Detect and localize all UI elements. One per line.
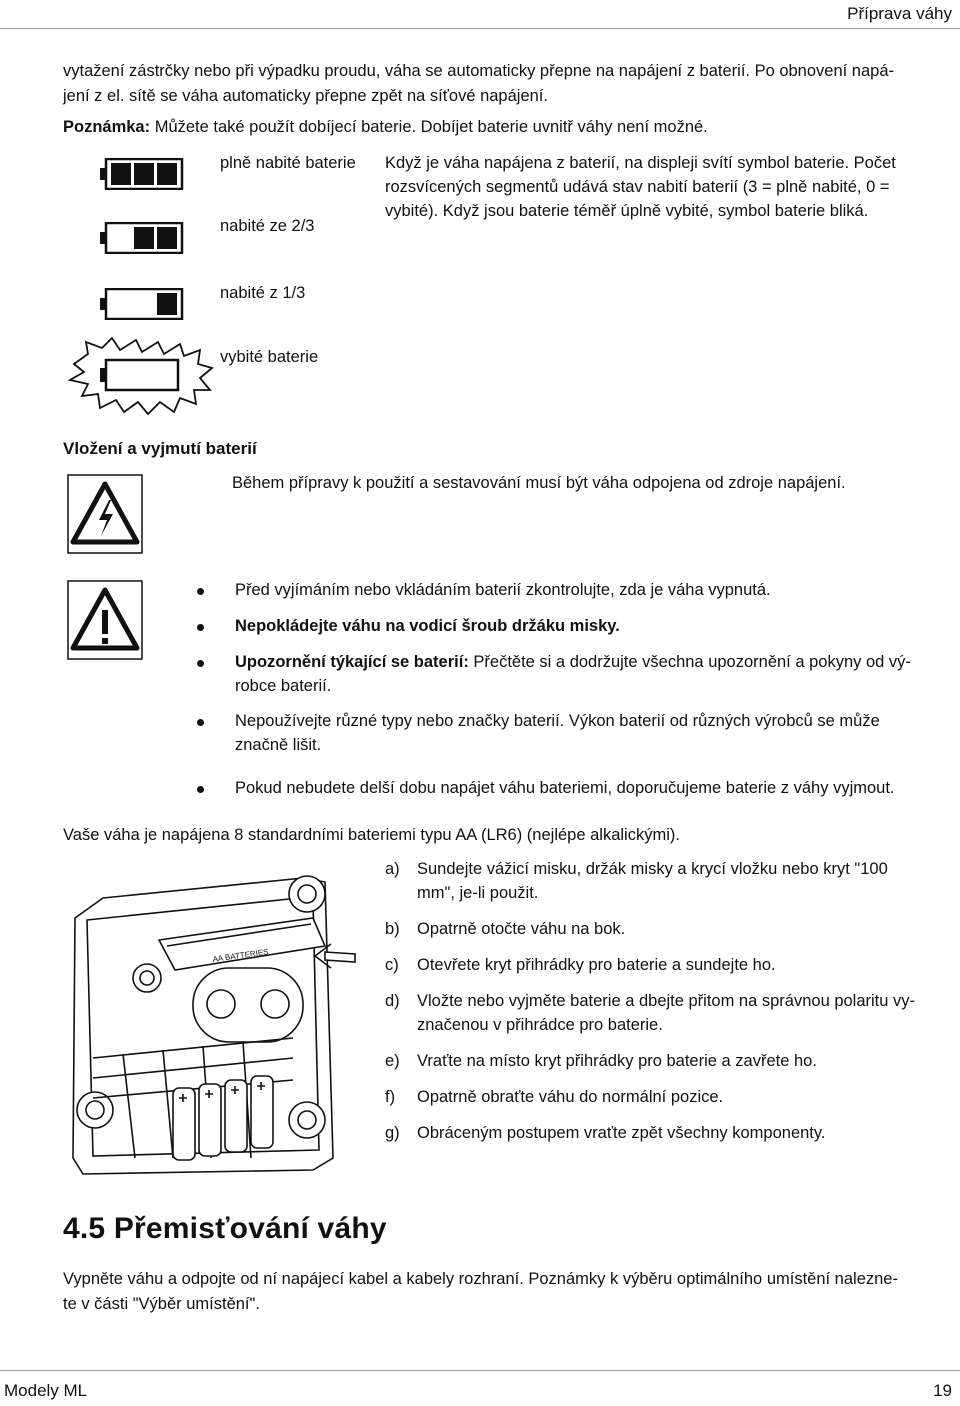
step-text: Sundejte vážicí misku, držák misky a krycí vložku nebo kryt "100 <box>417 860 888 878</box>
note-text: Můžete také použít dobíjecí baterie. Dobíjet baterie uvnitř váhy není možné. <box>150 118 708 136</box>
bullet-text: Pokud nebudete delší dobu napájet váhu bateriemi, doporučujeme baterie z váhy vyjmout. <box>235 779 895 797</box>
bullet-dot-icon <box>197 719 204 726</box>
battery-two-thirds-icon <box>100 222 184 254</box>
bullet-text: Nepoužívejte různé typy nebo značky baterií. Výkon baterií od různých výrobců se může <box>235 712 880 730</box>
step-text: Otevřete kryt přihrádky pro baterie a sundejte ho. <box>417 956 776 974</box>
battery-one-third-label: nabité z 1/3 <box>220 284 306 302</box>
step-text-continued: značenou v přihrádce pro baterie. <box>417 1016 663 1034</box>
battery-one-third-icon <box>100 288 184 320</box>
electric-shock-warning-icon <box>67 474 143 554</box>
battery-compartment-illustration <box>63 858 373 1180</box>
bullet-text-continued: značně lišit. <box>235 736 322 754</box>
header-rule <box>0 28 960 29</box>
bullet-bold-label: Upozornění týkající se baterií: <box>235 653 469 671</box>
move-text-1: Vypněte váhu a odpojte od ní napájecí kabel a kabely rozhraní. Poznámky k výběru optimálního umístění nalezne- <box>63 1270 898 1288</box>
step-label: c) <box>385 956 399 974</box>
step-text: Vraťte na místo kryt přihrádky pro baterie a zavřete ho. <box>417 1052 817 1070</box>
step-label: e) <box>385 1052 400 1070</box>
step-text: Opatrně otočte váhu na bok. <box>417 920 626 938</box>
intro-line-2: jení z el. sítě se váha automaticky přepne zpět na síťové napájení. <box>63 87 548 105</box>
warning-text: Během přípravy k použití a sestavování musí být váha odpojena od zdroje napájení. <box>232 474 846 492</box>
note-label: Poznámka: <box>63 118 151 136</box>
bullet-text: Přečtěte si a dodržujte všechna upozornění a pokyny od vý- <box>468 653 911 671</box>
battery-type-text: Vaše váha je napájena 8 standardními bateriemi typu AA (LR6) (nejlépe alkalickými). <box>63 826 680 844</box>
intro-line-1: vytažení zástrčky nebo při výpadku proudu, váha se automaticky přepne na napájení z baterií. Po obnovení napá- <box>63 62 895 80</box>
battery-empty-label: vybité baterie <box>220 348 319 366</box>
battery-description-3: vybité). Když jsou baterie téměř úplně vybité, symbol baterie bliká. <box>385 202 869 220</box>
step-label: g) <box>385 1124 400 1142</box>
battery-full-label: plně nabité baterie <box>220 154 356 172</box>
footer-model-name: Modely ML <box>4 1381 88 1400</box>
step-text-continued: mm", je-li použit. <box>417 884 539 902</box>
step-text: Opatrně obraťte váhu do normální pozice. <box>417 1088 724 1106</box>
battery-empty-blinking-icon <box>66 336 216 416</box>
caution-warning-icon <box>67 580 143 660</box>
bullet-text-continued: robce baterií. <box>235 677 332 695</box>
bullet-text: Před vyjímáním nebo vkládáním baterií zkontrolujte, zda je váha vypnutá. <box>235 581 771 599</box>
bullet-dot-icon <box>197 786 204 793</box>
battery-full-icon <box>100 158 184 190</box>
bullet-dot-icon <box>197 660 204 667</box>
battery-description-1: Když je váha napájena z baterií, na displeji svítí symbol baterie. Počet <box>385 154 896 172</box>
step-label: a) <box>385 860 400 878</box>
battery-two-thirds-label: nabité ze 2/3 <box>220 217 315 235</box>
step-text: Vložte nebo vyjměte baterie a dbejte přitom na správnou polaritu vy- <box>417 992 916 1010</box>
insert-section-title: Vložení a vyjmutí baterií <box>63 439 257 458</box>
bullet-text: Nepokládejte váhu na vodicí šroub držáku misky. <box>235 617 620 635</box>
footer-rule <box>0 1370 960 1371</box>
move-section-title: 4.5 Přemisťování váhy <box>63 1212 387 1245</box>
step-label: f) <box>385 1088 396 1106</box>
battery-description-2: rozsvícených segmentů udává stav nabití baterií (3 = plně nabité, 0 = <box>385 178 890 196</box>
intro-note <box>63 116 953 139</box>
bullet-dot-icon <box>197 588 204 595</box>
step-text: Obráceným postupem vraťte zpět všechny komponenty. <box>417 1124 826 1142</box>
step-label: d) <box>385 992 400 1010</box>
header-section-title: Příprava váhy <box>847 4 952 23</box>
battery-cover-label: AA BATTERIES <box>212 947 270 964</box>
move-text-2: te v části "Výběr umístění". <box>63 1295 260 1313</box>
bullet-dot-icon <box>197 624 204 631</box>
step-label: b) <box>385 920 400 938</box>
footer-page-number: 19 <box>933 1381 952 1400</box>
